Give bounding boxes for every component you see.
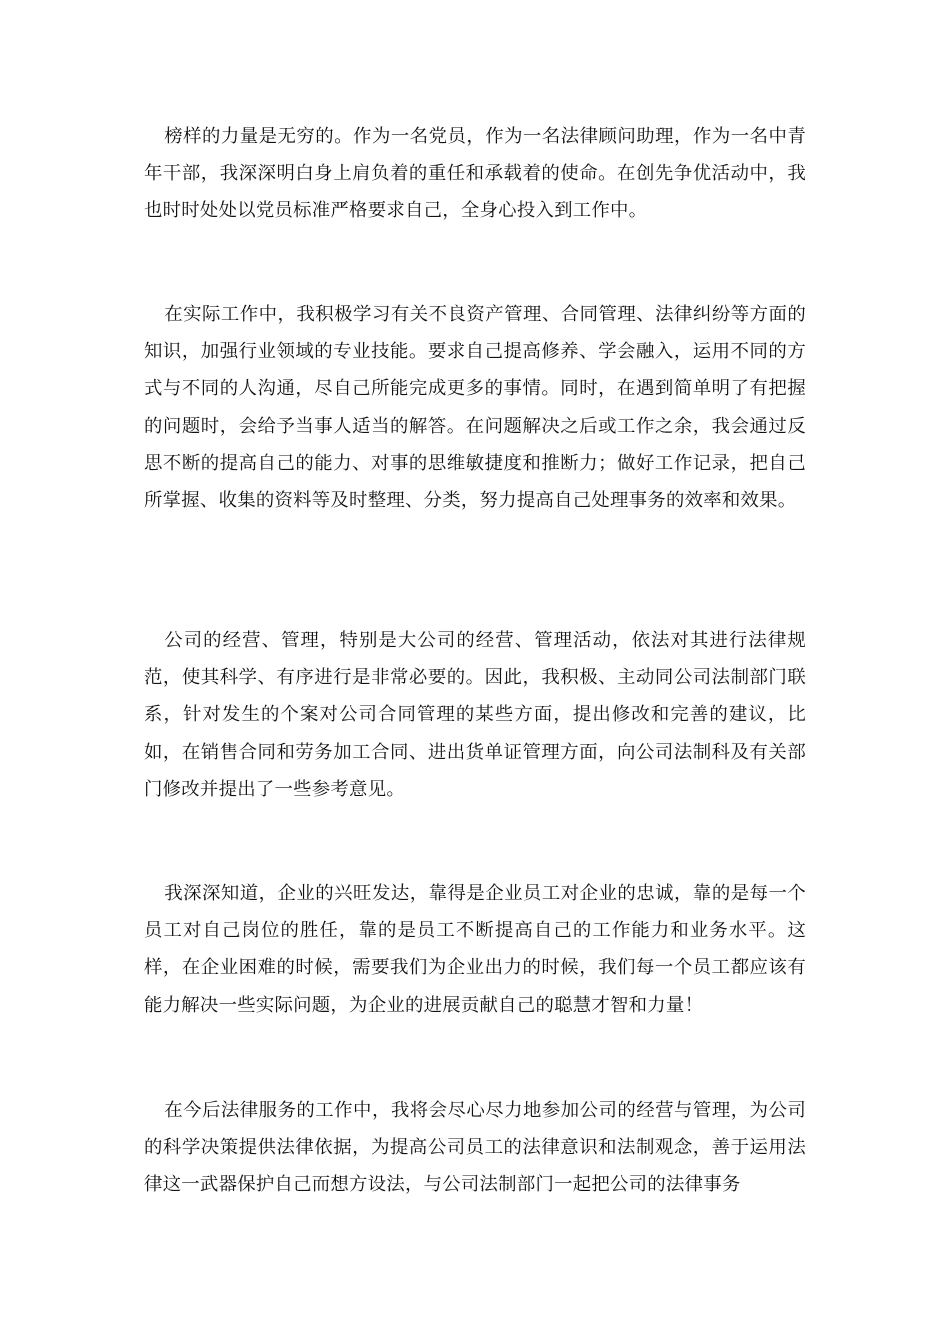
paragraph-4: 我深深知道，企业的兴旺发达，靠得是企业员工对企业的忠诚，靠的是每一个员工对自己岗位的胜任，靠的是员工不断提高自己的工作能力和业务水平。这样，在企业困难的时候，需要我们为企业出力的时候，我们每一个员工都应该有能力解决一些实际问题，为企业的进展贡献自己的聪慧才智和力量！ [144,883,806,1016]
paragraph-5: 在今后法律服务的工作中，我将会尽心尽力地参加公司的经营与管理，为公司的科学决策提供法律依据，为提高公司员工的法律意识和法制观念，善于运用法律这一武器保护自己而想方设法，与公司法制部门一起把公司的法律事务 [144,1100,806,1196]
paragraph-2: 在实际工作中，我积极学习有关不良资产管理、合同管理、法律纠纷等方面的知识，加强行业领域的专业技能。要求自己提高修养、学会融入，运用不同的方式与不同的人沟通，尽自己所能完成更多的事情。同时，在遇到简单明了有把握的问题时，会给予当事人适当的解答。在问题解决之后或工作之余，我会通过反思不断的提高自己的能力、对事的思维敏捷度和推断力；做好工作记录，把自己所掌握、收集的资料等及时整理、分类，努力提高自己处理事务的效率和效果。 [144,304,806,512]
paragraph-3: 公司的经营、管理，特别是大公司的经营、管理活动，依法对其进行法律规范，使其科学、有序进行是非常必要的。因此，我积极、主动同公司法制部门联系，针对发生的个案对公司合同管理的某些方面，提出修改和完善的建议，比如，在销售合同和劳务加工合同、进出货单证管理方面，向公司法制科及有关部门修改并提出了一些参考意见。 [144,630,806,800]
paragraph-1: 榜样的力量是无穷的。作为一名党员，作为一名法律顾问助理，作为一名中青年干部，我深深明白身上肩负着的重任和承载着的使命。在创先争优活动中，我也时时处处以党员标准严格要求自己，全身心投入到工作中。 [144,126,806,222]
